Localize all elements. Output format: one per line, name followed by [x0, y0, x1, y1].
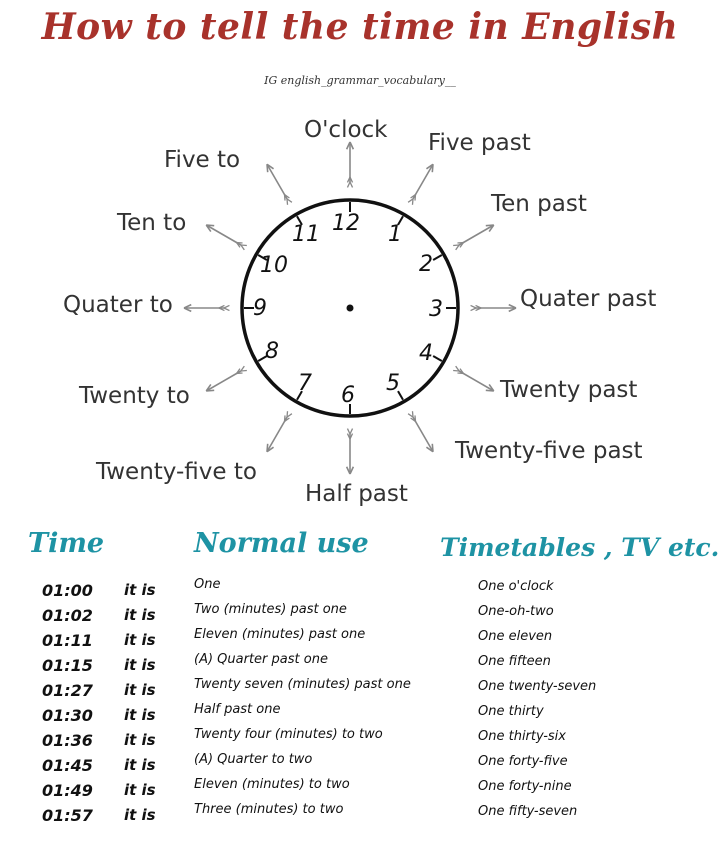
- it-is-cell: it is: [124, 731, 156, 749]
- normal-use-cell: Eleven (minutes) to two: [194, 777, 350, 792]
- clock-number-2: 2: [419, 252, 433, 277]
- time-cell: 01:02: [42, 606, 93, 625]
- clock-number-10: 10: [260, 253, 288, 278]
- arrow-icon: [453, 225, 494, 250]
- time-cell: 01:15: [42, 656, 93, 675]
- label-twenty-five-past: Twenty-five past: [455, 438, 643, 464]
- label-five-to: Five to: [164, 147, 241, 173]
- arrow-icon: [408, 164, 433, 205]
- timetable-cell: One twenty-seven: [478, 679, 597, 694]
- label-ten-past: Ten past: [491, 191, 587, 217]
- time-cell: 01:11: [42, 631, 93, 650]
- timetable-cell: One thirty-six: [478, 729, 566, 744]
- timetable-cell: One thirty: [478, 704, 544, 719]
- normal-use-cell: One: [194, 577, 221, 592]
- normal-use-cell: Three (minutes) to two: [194, 802, 344, 817]
- clock-number-4: 4: [419, 341, 433, 366]
- it-is-cell: it is: [124, 606, 156, 624]
- it-is-cell: it is: [124, 806, 156, 824]
- table-row: [0, 777, 720, 805]
- timetable-cell: One o'clock: [478, 579, 554, 594]
- label-twenty-past: Twenty past: [500, 377, 638, 403]
- it-is-cell: it is: [124, 681, 156, 699]
- timetable-cell: One-oh-two: [478, 604, 554, 619]
- timetable-cell: One forty-nine: [478, 779, 572, 794]
- arrow-icon: [471, 305, 516, 312]
- arrow-icon: [347, 429, 354, 474]
- timetable-cell: One fifty-seven: [478, 804, 578, 819]
- time-cell: 01:30: [42, 706, 93, 725]
- table-row: [0, 627, 720, 655]
- table-row: [0, 577, 720, 605]
- arrow-icon: [206, 366, 247, 391]
- label-twenty-five-to: Twenty-five to: [96, 459, 257, 485]
- clock-number-1: 1: [388, 222, 402, 247]
- clock-center-dot: [347, 305, 354, 312]
- time-cell: 01:45: [42, 756, 93, 775]
- label-quater-to: Quater to: [63, 292, 173, 318]
- table-row: [0, 752, 720, 780]
- column-header-normal-use: Normal use: [194, 528, 369, 559]
- instagram-handle: IG english_grammar_vocabulary__: [264, 74, 456, 87]
- label-quater-past: Quater past: [520, 286, 657, 312]
- label-oclock: O'clock: [304, 117, 388, 143]
- it-is-cell: it is: [124, 631, 156, 649]
- it-is-cell: it is: [124, 706, 156, 724]
- clock-tick: [433, 255, 442, 260]
- time-cell: 01:57: [42, 806, 93, 825]
- normal-use-cell: (A) Quarter past one: [194, 652, 328, 667]
- arrow-icon: [347, 142, 354, 187]
- arrow-icon: [206, 225, 247, 250]
- clock-number-8: 8: [265, 339, 279, 364]
- arrow-icon: [408, 411, 433, 452]
- clock-number-6: 6: [341, 383, 355, 408]
- normal-use-cell: Twenty seven (minutes) past one: [194, 677, 411, 692]
- it-is-cell: it is: [124, 756, 156, 774]
- time-cell: 01:00: [42, 581, 93, 600]
- page-title: How to tell the time in English: [41, 6, 679, 48]
- arrow-icon: [184, 305, 229, 312]
- timetable-cell: One eleven: [478, 629, 553, 644]
- label-twenty-to: Twenty to: [79, 383, 190, 409]
- table-row: [0, 802, 720, 830]
- column-header-timetables: Timetables , TV etc.: [440, 533, 720, 562]
- table-row: [0, 727, 720, 755]
- table-row: [0, 677, 720, 705]
- timetable-cell: One fifteen: [478, 654, 551, 669]
- clock-number-12: 12: [332, 211, 360, 236]
- it-is-cell: it is: [124, 781, 156, 799]
- time-cell: 01:49: [42, 781, 93, 800]
- time-cell: 01:36: [42, 731, 93, 750]
- normal-use-cell: Half past one: [194, 702, 281, 717]
- clock-number-11: 11: [292, 222, 320, 247]
- label-five-past: Five past: [428, 130, 531, 156]
- column-header-time: Time: [28, 528, 105, 559]
- clock-number-3: 3: [429, 297, 443, 322]
- it-is-cell: it is: [124, 656, 156, 674]
- time-cell: 01:27: [42, 681, 93, 700]
- normal-use-cell: (A) Quarter to two: [194, 752, 313, 767]
- clock-number-9: 9: [253, 296, 267, 321]
- arrow-icon: [453, 366, 494, 391]
- clock-number-5: 5: [386, 371, 400, 396]
- clock-tick: [433, 356, 442, 361]
- normal-use-cell: Two (minutes) past one: [194, 602, 347, 617]
- arrow-icon: [267, 164, 292, 205]
- arrow-icon: [267, 411, 292, 452]
- clock-number-7: 7: [298, 371, 312, 396]
- timetable-cell: One forty-five: [478, 754, 568, 769]
- normal-use-cell: Twenty four (minutes) to two: [194, 727, 383, 742]
- it-is-cell: it is: [124, 581, 156, 599]
- label-half-past: Half past: [305, 481, 408, 507]
- label-ten-to: Ten to: [117, 210, 187, 236]
- normal-use-cell: Eleven (minutes) past one: [194, 627, 366, 642]
